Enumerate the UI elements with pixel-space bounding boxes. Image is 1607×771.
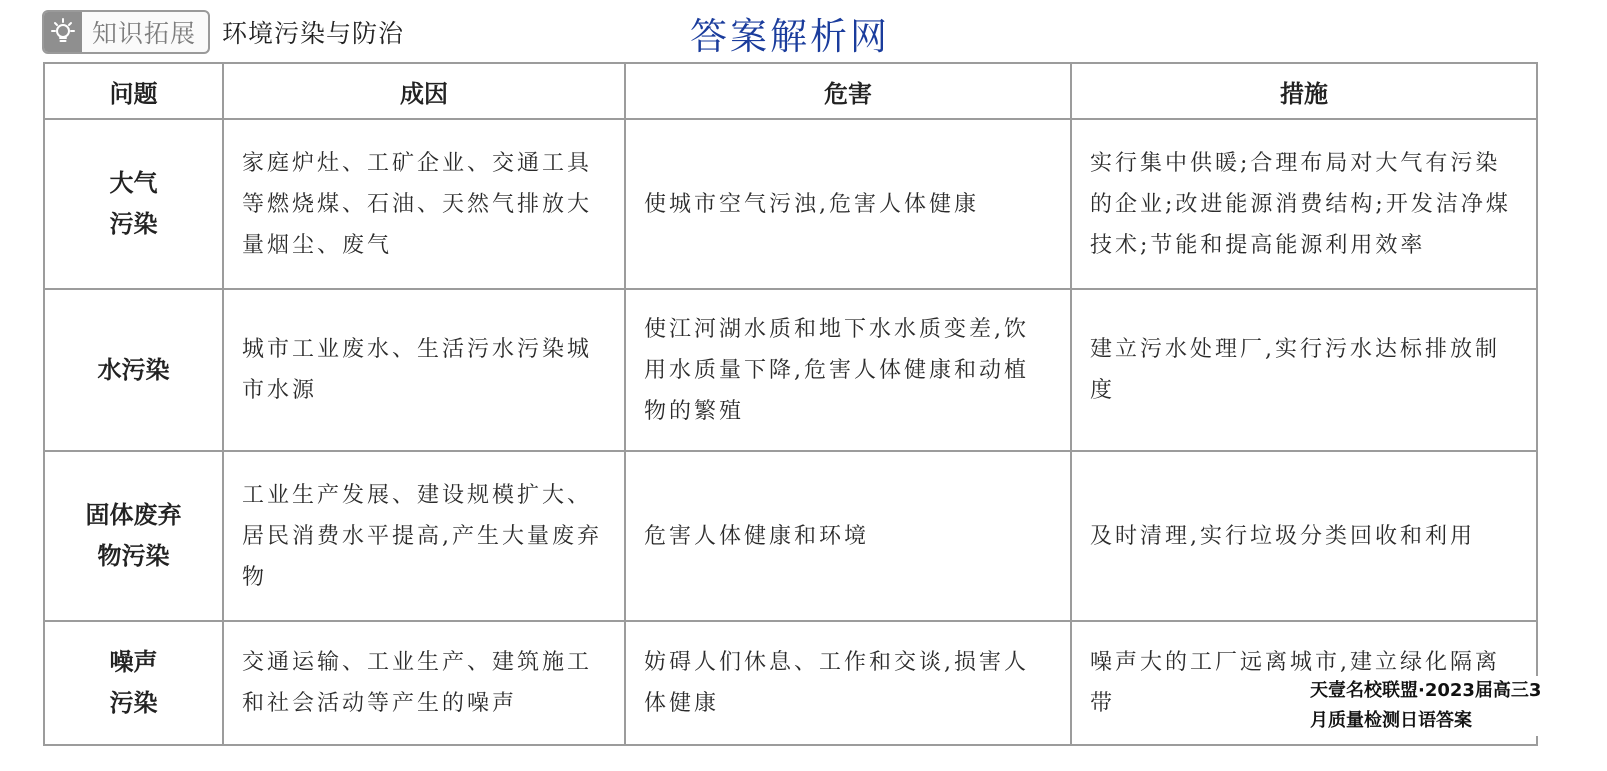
issue-label: 水污染	[97, 355, 170, 384]
issue-label: 固体废弃 物污染	[85, 501, 182, 570]
lightbulb-icon	[44, 12, 82, 52]
harm-cell: 妨碍人们休息、工作和交谈,损害人体健康	[625, 621, 1071, 745]
issue-cell	[44, 289, 223, 451]
table-header-row	[44, 63, 1537, 119]
watermark-top: 答案解析网	[690, 15, 890, 58]
issue-cell	[44, 119, 223, 289]
issue-cell	[44, 621, 223, 745]
column-header-harm: 危害	[625, 63, 1071, 119]
column-header-measure: 措施	[1071, 63, 1537, 119]
cause-cell: 交通运输、工业生产、建筑施工和社会活动等产生的噪声	[223, 621, 625, 745]
badge-label: 知识拓展	[92, 19, 197, 48]
issue-label: 噪声 污染	[109, 648, 158, 717]
column-header-issue: 问题	[44, 63, 223, 119]
cause-cell: 工业生产发展、建设规模扩大、居民消费水平提高,产生大量废弃物	[223, 451, 625, 621]
watermark-bottom-line-1: 天壹名校联盟·2023届高三3	[1310, 680, 1542, 701]
column-header-cause: 成因	[223, 63, 625, 119]
table-row	[44, 119, 1537, 289]
measure-cell: 建立污水处理厂,实行污水达标排放制度	[1071, 289, 1537, 451]
harm-cell: 使城市空气污浊,危害人体健康	[625, 119, 1071, 289]
cause-cell: 城市工业废水、生活污水污染城市水源	[223, 289, 625, 451]
pollution-table	[43, 62, 1538, 746]
watermark-bottom-line-2: 月质量检测日语答案	[1310, 710, 1472, 731]
harm-cell: 使江河湖水质和地下水水质变差,饮用水质量下降,危害人体健康和动植物的繁殖	[625, 289, 1071, 451]
measure-cell: 及时清理,实行垃圾分类回收和利用	[1071, 451, 1537, 621]
measure-cell: 噪声大的工厂远离城市,建立绿化隔离带	[1071, 621, 1537, 745]
section-title: 环境污染与防治	[222, 19, 405, 48]
measure-cell: 实行集中供暖;合理布局对大气有污染的企业;改进能源消费结构;开发洁净煤技术;节能和提高能源利用效率	[1071, 119, 1537, 289]
cause-cell: 家庭炉灶、工矿企业、交通工具等燃烧煤、石油、天然气排放大量烟尘、废气	[223, 119, 625, 289]
watermark-bottom	[1310, 676, 1607, 736]
table-row	[44, 451, 1537, 621]
knowledge-badge	[42, 10, 210, 54]
section-header	[42, 10, 404, 54]
table-row	[44, 289, 1537, 451]
issue-label: 大气 污染	[109, 169, 158, 238]
issue-cell	[44, 451, 223, 621]
harm-cell: 危害人体健康和环境	[625, 451, 1071, 621]
